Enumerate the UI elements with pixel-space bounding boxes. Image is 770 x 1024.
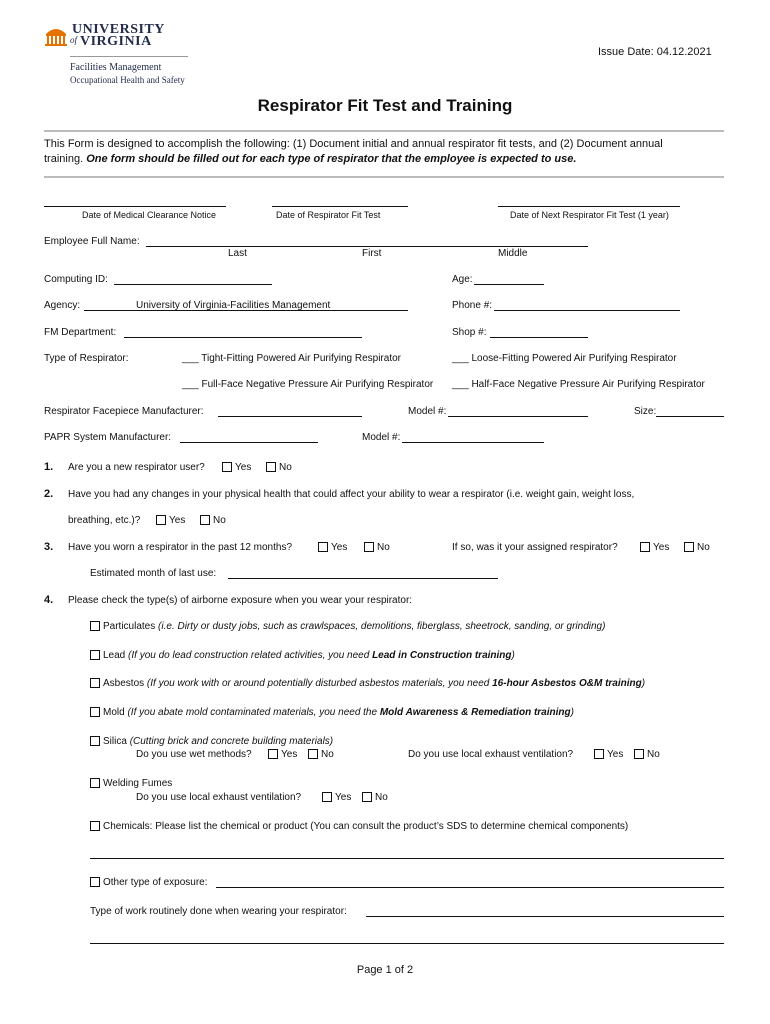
other-exposure-field[interactable] [216, 887, 724, 888]
page-number: Page 1 of 2 [356, 964, 414, 976]
exposure-asbestos[interactable]: Asbestos (If you work with or around potentially disturbed asbestos materials, you need 16-hour Asbestos O&M training) [90, 678, 645, 689]
checkbox[interactable] [90, 678, 100, 688]
intro-instruction: One form should be filled out for each type of respirator that the employee is expected to use. [86, 153, 577, 165]
last-label: Last [228, 248, 247, 259]
exposure-chemicals[interactable]: Chemicals: Please list the chemical or product (You can consult the product’s SDS to determine chemical components) [90, 821, 628, 832]
exposure-other[interactable]: Other type of exposure: [90, 877, 208, 888]
checkbox[interactable] [362, 792, 372, 802]
papr-model-field[interactable] [402, 442, 544, 443]
papr-manufacturer-field[interactable] [180, 442, 318, 443]
q1-no[interactable]: No [266, 462, 292, 473]
q3-assigned-yes[interactable]: Yes [640, 542, 669, 553]
fit-test-date-label: Date of Respirator Fit Test [276, 210, 381, 220]
q3-yes[interactable]: Yes [318, 542, 347, 553]
type-of-work-field-2[interactable] [90, 943, 724, 944]
option-loose-fitting-papr[interactable]: ___ Loose-Fitting Powered Air Purifying Respirator [452, 353, 677, 364]
q3-assigned-text: If so, was it your assigned respirator? [452, 542, 618, 553]
welding-local-exhaust: Do you use local exhaust ventilation? [136, 792, 302, 803]
next-fit-test-label: Date of Next Respirator Fit Test (1 year) [510, 210, 669, 220]
q3-number: 3. [44, 541, 54, 553]
checkbox[interactable] [640, 542, 650, 552]
option-full-face-negative[interactable]: ___ Full-Face Negative Pressure Air Purifying Respirator [182, 379, 434, 390]
exposure-particulates[interactable]: Particulates (i.e. Dirty or dusty jobs, such as crawlspaces, demolitions, fiberglass, sheetrock, sanding, or grinding) [90, 621, 605, 632]
medical-date-label: Date of Medical Clearance Notice [82, 210, 217, 220]
q3-assigned-no[interactable]: No [684, 542, 710, 553]
dept-line2: Occupational Health and Safety [70, 75, 185, 85]
rotunda-icon [44, 24, 68, 46]
employee-name-label: Employee Full Name: [44, 236, 140, 247]
checkbox[interactable] [200, 515, 210, 525]
papr-manufacturer-label: PAPR System Manufacturer: [44, 432, 172, 443]
checkbox[interactable] [90, 650, 100, 660]
facepiece-manufacturer-label: Respirator Facepiece Manufacturer: [44, 406, 204, 417]
respirator-type-label: Type of Respirator: [44, 353, 129, 364]
silica-wet-no[interactable]: No [308, 749, 334, 760]
checkbox[interactable] [308, 749, 318, 759]
checkbox[interactable] [634, 749, 644, 759]
option-tight-fitting-papr[interactable]: ___ Tight-Fitting Powered Air Purifying Respirator [182, 353, 401, 364]
checkbox[interactable] [222, 462, 232, 472]
intro-line2 [44, 153, 576, 165]
q3-text: Have you worn a respirator in the past 12 months? [68, 542, 293, 553]
intro-training: training. [44, 153, 84, 165]
checkbox[interactable] [90, 707, 100, 717]
exposure-lead[interactable]: Lead (If you do lead construction related activities, you need Lead in Construction training) [90, 650, 515, 661]
phone-field[interactable] [494, 310, 680, 311]
silica-wet-yes[interactable]: Yes [268, 749, 297, 760]
type-of-work-field[interactable] [366, 916, 724, 917]
checkbox[interactable] [156, 515, 166, 525]
q2-number: 2. [44, 488, 54, 500]
page-title: Respirator Fit Test and Training [257, 96, 513, 115]
q1-number: 1. [44, 461, 54, 473]
agency-value: University of Virginia-Facilities Management [136, 300, 331, 311]
q1-yes[interactable]: Yes [222, 462, 251, 473]
logo-of: of [70, 35, 78, 45]
size-field[interactable] [656, 416, 724, 417]
checkbox[interactable] [90, 621, 100, 631]
checkbox[interactable] [90, 736, 100, 746]
q2-text-line1: Have you had any changes in your physical health that could affect your ability to wear a respirator (i.e. weight gain, weight loss, [68, 489, 635, 500]
dept-line1: Facilities Management [70, 62, 162, 73]
computing-id-field[interactable] [114, 284, 272, 285]
q2-text-line2: breathing, etc.)? [68, 515, 141, 526]
intro-line1: This Form is designed to accomplish the following: (1) Document initial and annual respirator fit tests, and (2) Document annual [44, 138, 663, 150]
type-of-work-label: Type of work routinely done when wearing your respirator: [90, 906, 347, 917]
silica-exhaust-no[interactable]: No [634, 749, 660, 760]
first-label: First [362, 248, 382, 259]
age-field[interactable] [474, 284, 544, 285]
q3-no[interactable]: No [364, 542, 390, 553]
agency-label: Agency: [44, 300, 81, 311]
facepiece-manufacturer-field[interactable] [218, 416, 362, 417]
q4-text: Please check the type(s) of airborne exposure when you wear your respirator: [68, 595, 413, 606]
top-rule [44, 130, 724, 132]
checkbox[interactable] [90, 821, 100, 831]
checkbox[interactable] [90, 778, 100, 788]
employee-name-field[interactable] [146, 246, 588, 247]
checkbox[interactable] [268, 749, 278, 759]
silica-local-exhaust: Do you use local exhaust ventilation? [408, 749, 574, 760]
q3-month-label: Estimated month of last use: [90, 568, 217, 579]
shop-field[interactable] [490, 337, 588, 338]
logo-university: UNIVERSITY [72, 22, 165, 37]
q2-no[interactable]: No [200, 515, 226, 526]
phone-label: Phone #: [452, 300, 493, 311]
papr-model-label: Model #: [362, 432, 401, 443]
silica-exhaust-yes[interactable]: Yes [594, 749, 623, 760]
logo-virginia: VIRGINIA [80, 34, 152, 49]
checkbox[interactable] [318, 542, 328, 552]
age-label: Age: [452, 274, 473, 285]
fit-test-date-line[interactable] [272, 206, 408, 207]
size-label: Size: [634, 406, 657, 417]
logo-divider [70, 56, 188, 57]
checkbox[interactable] [266, 462, 276, 472]
q3-month-field[interactable] [228, 578, 498, 579]
chemicals-field[interactable] [90, 858, 724, 859]
q4-number: 4. [44, 594, 54, 606]
welding-exhaust-yes[interactable]: Yes [322, 792, 351, 803]
checkbox[interactable] [594, 749, 604, 759]
checkbox[interactable] [364, 542, 374, 552]
middle-label: Middle [498, 248, 528, 259]
shop-label: Shop #: [452, 327, 487, 338]
fm-department-label: FM Department: [44, 327, 117, 338]
silica-wet-methods: Do you use wet methods? [136, 749, 252, 760]
q2-yes[interactable]: Yes [156, 515, 185, 526]
exposure-mold[interactable]: Mold (If you abate mold contaminated materials, you need the Mold Awareness & Remediation training) [90, 707, 574, 718]
exposure-welding[interactable]: Welding Fumes [90, 778, 172, 789]
computing-id-label: Computing ID: [44, 274, 108, 285]
issue-date: Issue Date: 04.12.2021 [598, 46, 712, 58]
next-fit-test-date-line[interactable] [498, 206, 680, 207]
welding-exhaust-no[interactable]: No [362, 792, 388, 803]
intro-rule [44, 176, 724, 178]
fm-department-field[interactable] [124, 337, 362, 338]
model-field[interactable] [448, 416, 588, 417]
checkbox[interactable] [322, 792, 332, 802]
checkbox[interactable] [684, 542, 694, 552]
model-label: Model #: [408, 406, 447, 417]
medical-date-line[interactable] [44, 206, 226, 207]
checkbox[interactable] [90, 877, 100, 887]
q1-text: Are you a new respirator user? [68, 462, 205, 473]
uva-logo [44, 22, 194, 86]
option-half-face-negative[interactable]: ___ Half-Face Negative Pressure Air Purifying Respirator [452, 379, 705, 390]
exposure-silica[interactable]: Silica (Cutting brick and concrete building materials) [90, 736, 333, 747]
